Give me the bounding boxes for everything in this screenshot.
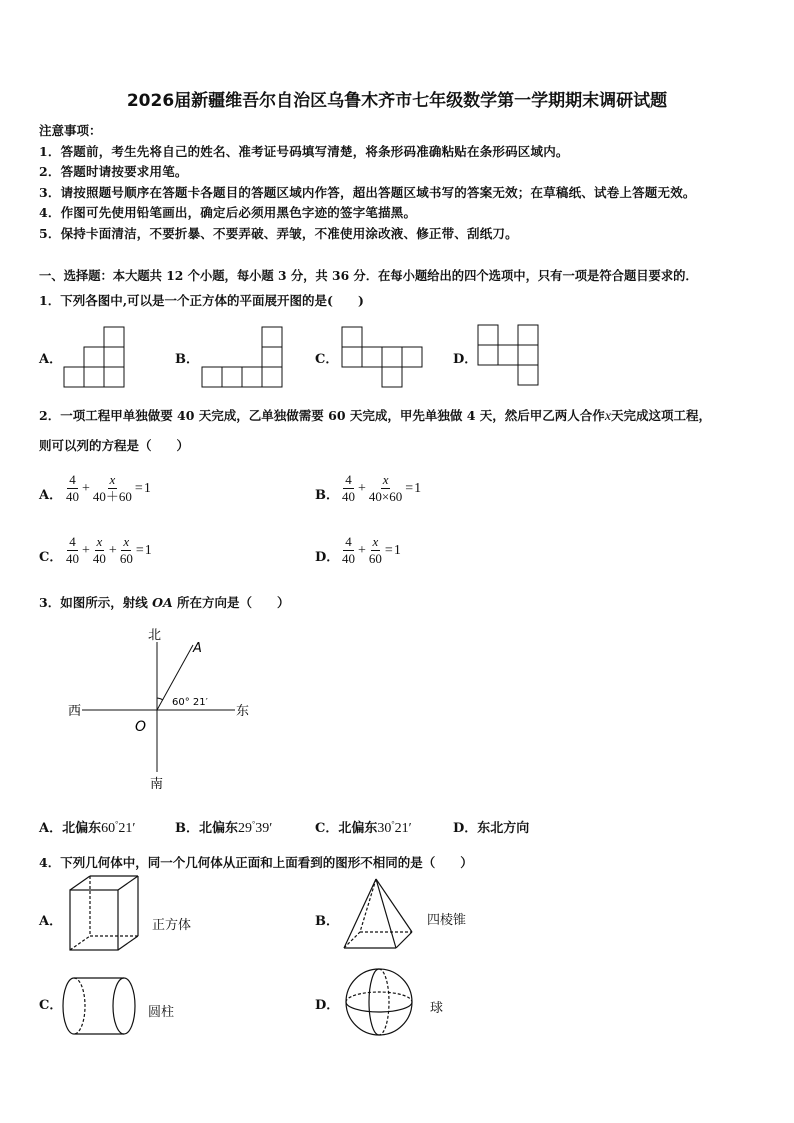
degree-value: 29 bbox=[238, 821, 253, 836]
section-heading: 一、选择题：本大题共 12 个小题，每小题 3 分，共 36 分．在每小题给出的四个选项中，只有一项是符合题目要求的． bbox=[39, 268, 698, 283]
question-3-stem bbox=[39, 593, 290, 611]
q4-option-a-label: A． bbox=[39, 914, 63, 929]
rhs: 1 bbox=[414, 480, 422, 496]
sphere-name: 球 bbox=[430, 1001, 444, 1016]
question-4-stem: 4．下列几何体中，同一个几何体从正面和上面看到的图形不相同的是（ ） bbox=[39, 855, 473, 870]
question-2-stem-line1 bbox=[39, 406, 711, 425]
option-text: 北偏东 bbox=[62, 821, 102, 836]
denominator: 40 bbox=[342, 551, 355, 566]
q4-solids-figure bbox=[0, 870, 460, 1050]
cylinder-name: 圆柱 bbox=[148, 1005, 175, 1020]
numerator: x bbox=[372, 534, 379, 549]
q3-option-d bbox=[453, 817, 529, 836]
q1-option-b-label: B． bbox=[175, 352, 199, 367]
page-title: 2026届新疆维吾尔自治区乌鲁木齐市七年级数学第一学期期末调研试题 bbox=[126, 91, 668, 111]
numerator: x bbox=[123, 534, 130, 549]
minute-value: 21′ bbox=[118, 821, 136, 836]
cube-diagram bbox=[70, 876, 138, 950]
denominator: 60 bbox=[368, 551, 382, 566]
net-a-diagram bbox=[64, 327, 124, 387]
q4-option-b-label: B． bbox=[315, 914, 339, 929]
equals-sign: = bbox=[384, 542, 393, 558]
plus-sign: + bbox=[82, 542, 90, 558]
angle-arc bbox=[157, 698, 163, 700]
north-label: 北 bbox=[148, 628, 162, 643]
denominator: 40 bbox=[66, 489, 79, 504]
option-label: B． bbox=[175, 821, 199, 836]
option-text: 北偏东 bbox=[199, 821, 239, 836]
net-d-diagram bbox=[478, 325, 538, 385]
option-text: 北偏东 bbox=[338, 821, 378, 836]
rhs: 1 bbox=[143, 480, 151, 496]
degree-sign: ° bbox=[252, 819, 256, 829]
equals-sign: = bbox=[134, 480, 143, 496]
numerator: x bbox=[96, 534, 103, 549]
q3-stem-part-a: 3．如图所示，射线 bbox=[39, 595, 153, 610]
notice-heading: 注意事项： bbox=[39, 123, 102, 138]
notice-item-1: 1．答题前，考生先将自己的姓名、准考证号码填写清楚，将条形码准确粘贴在条形码区域内。 bbox=[39, 144, 569, 159]
denominator: 40×60 bbox=[368, 489, 403, 504]
point-a-label: A bbox=[193, 641, 202, 656]
question-2-stem-line2: 则可以列的方程是（ ） bbox=[39, 438, 190, 453]
notice-item-5: 5．保持卡面清洁，不要折暴、不要弄破、弄皱，不准使用涂改液、修正带、刮纸刀。 bbox=[39, 226, 518, 241]
denominator: 40 bbox=[92, 551, 106, 566]
equals-sign: = bbox=[135, 542, 144, 558]
q3-option-a bbox=[39, 817, 135, 837]
plus-sign: + bbox=[358, 542, 366, 558]
degree-sign: ° bbox=[115, 819, 119, 829]
angle-label: 60° 21′ bbox=[172, 697, 208, 708]
denominator: 40 bbox=[66, 551, 79, 566]
q2-option-b-equation bbox=[340, 472, 421, 505]
plus-sign: + bbox=[108, 542, 117, 558]
q2-option-b-label: B． bbox=[315, 488, 339, 503]
q2-stem-part-a: 2．一项工程甲单独做要 40 天完成，乙单独做需要 60 天完成，甲先单独做 4 天，然后甲乙两人合作 bbox=[39, 408, 605, 423]
compass-figure bbox=[60, 620, 270, 800]
q3-option-b bbox=[175, 817, 272, 837]
numerator: x bbox=[382, 472, 389, 487]
notice-item-4: 4．作图可先使用铅笔画出，确定后必须用黑色字迹的签字笔描黑。 bbox=[39, 205, 417, 220]
q1-option-a-label: A． bbox=[39, 352, 63, 367]
option-label: C． bbox=[315, 821, 339, 836]
q3-ray-name: OA bbox=[152, 595, 173, 610]
q2-variable: x bbox=[604, 409, 612, 424]
degree-sign: ° bbox=[391, 819, 395, 829]
q2-option-a-equation bbox=[64, 472, 151, 505]
numerator: 4 bbox=[69, 534, 76, 549]
question-1-stem: 1．下列各图中,可以是一个正方体的平面展开图的是( ) bbox=[39, 293, 364, 308]
q2-option-c-label: C． bbox=[39, 550, 63, 565]
denominator: 40 bbox=[342, 489, 355, 504]
cube-name: 正方体 bbox=[152, 918, 192, 933]
point-o-label: O bbox=[135, 719, 147, 735]
south-label: 南 bbox=[150, 777, 164, 792]
east-label: 东 bbox=[236, 704, 250, 719]
west-label: 西 bbox=[68, 704, 82, 719]
minute-value: 39′ bbox=[255, 821, 273, 836]
q2-stem-part-b: 天完成这项工程， bbox=[611, 408, 712, 423]
option-label: D． bbox=[453, 821, 478, 836]
net-c-diagram bbox=[342, 327, 422, 387]
denominator: 40＋60 bbox=[92, 489, 132, 504]
option-label: A． bbox=[39, 821, 63, 836]
q2-option-c-equation bbox=[64, 534, 152, 567]
degree-value: 60 bbox=[101, 821, 116, 836]
numerator: 4 bbox=[69, 472, 76, 487]
q1-option-d-label: D． bbox=[453, 352, 478, 367]
numerator: 4 bbox=[345, 472, 352, 487]
degree-value: 30 bbox=[377, 821, 392, 836]
rhs: 1 bbox=[144, 542, 152, 558]
plus-sign: + bbox=[358, 480, 366, 496]
q1-nets-figure bbox=[0, 320, 560, 392]
pyramid-diagram bbox=[344, 879, 412, 948]
q4-option-d-label: D． bbox=[315, 998, 340, 1013]
q4-option-c-label: C． bbox=[39, 998, 63, 1013]
q3-option-c bbox=[315, 817, 412, 837]
q2-option-a-label: A． bbox=[39, 488, 63, 503]
q2-option-d-label: D． bbox=[315, 550, 340, 565]
sphere-diagram bbox=[346, 969, 412, 1035]
numerator: 4 bbox=[345, 534, 352, 549]
minute-value: 21′ bbox=[394, 821, 412, 836]
net-b-diagram bbox=[202, 327, 282, 387]
q1-option-c-label: C． bbox=[315, 352, 339, 367]
equals-sign: = bbox=[405, 480, 414, 496]
q3-stem-part-b: 所在方向是（ ） bbox=[172, 595, 290, 610]
q2-option-d-equation bbox=[340, 534, 401, 567]
plus-sign: + bbox=[82, 480, 90, 496]
notice-item-3: 3．请按照题号顺序在答题卡各题目的答题区域内作答，超出答题区域书写的答案无效；在草稿纸、试卷上答题无效。 bbox=[39, 185, 696, 200]
cylinder-diagram bbox=[63, 978, 135, 1034]
numerator: x bbox=[109, 472, 116, 487]
pyramid-name: 四棱锥 bbox=[427, 913, 467, 928]
denominator: 60 bbox=[119, 551, 133, 566]
rhs: 1 bbox=[393, 542, 401, 558]
option-text: 东北方向 bbox=[477, 821, 530, 836]
notice-item-2: 2．答题时请按要求用笔。 bbox=[39, 164, 188, 179]
